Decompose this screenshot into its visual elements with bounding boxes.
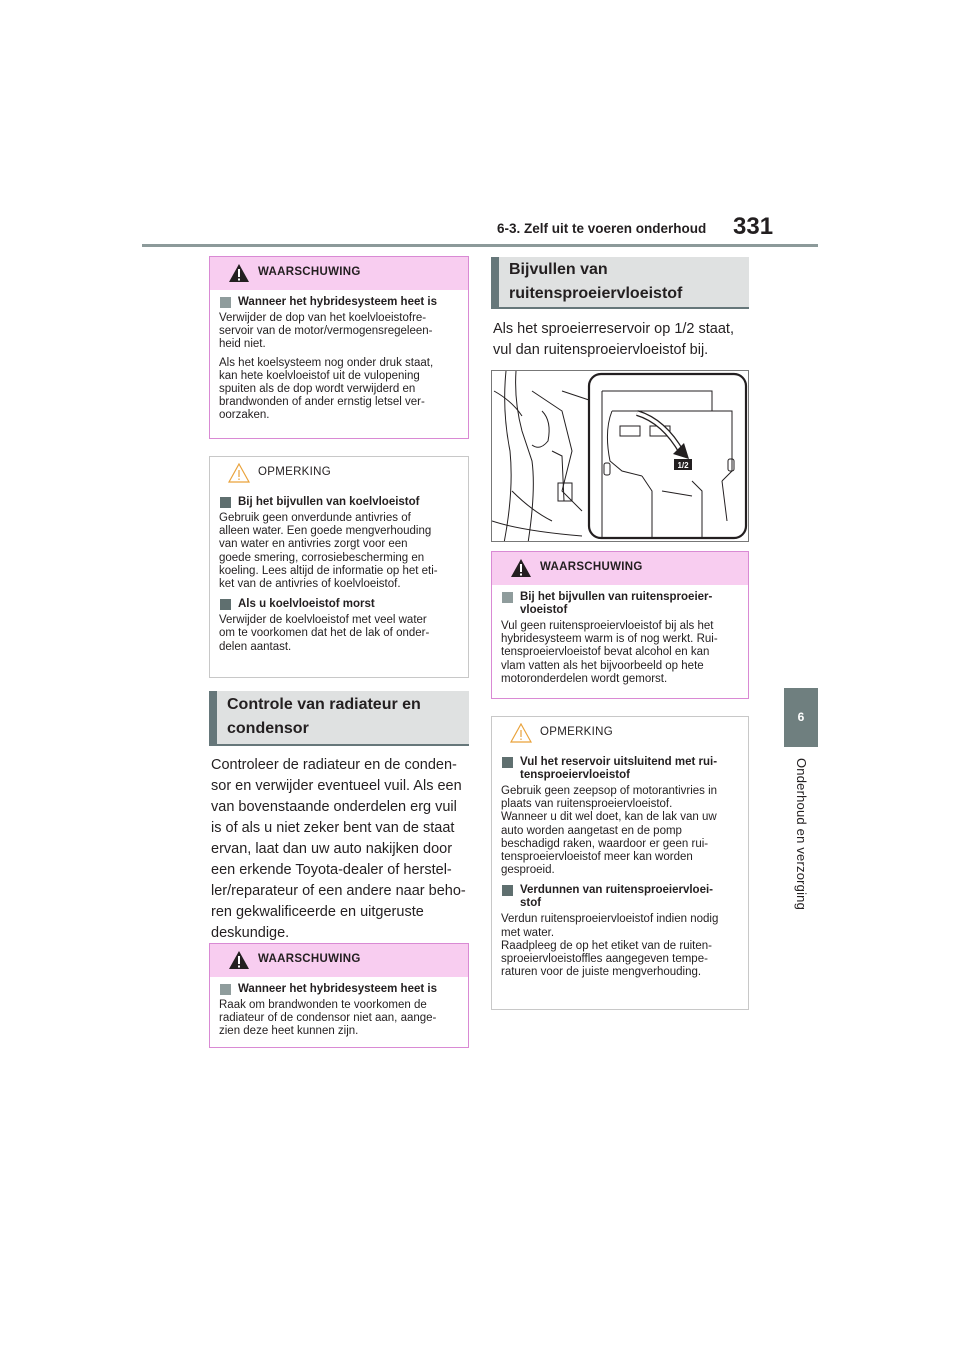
warning-label: WAARSCHUWING xyxy=(258,266,361,278)
warning-box-radiator xyxy=(209,943,469,1048)
warning-icon xyxy=(228,263,250,283)
notice-item xyxy=(210,598,468,654)
level-mark: 1/2 xyxy=(677,461,689,470)
warning-header xyxy=(492,552,748,585)
warning-item-text: Als het koelsysteem nog onder druk staat, kan hete koelvloeistof uit de vulopening spuiten als de dop wordt verwijderd en brandwonden of ander ernstig letsel ver- oorzaken. xyxy=(219,356,434,422)
notice-box-coolant xyxy=(209,456,469,678)
warning-header xyxy=(210,257,468,290)
warning-item-title: Bij het bijvullen van ruitensproeier- vloeistof xyxy=(501,591,739,617)
warning-icon xyxy=(228,950,250,970)
notice-box-washer-fluid xyxy=(491,716,749,1010)
notice-item xyxy=(492,884,748,979)
chapter-label: Onderhoud en verzorging xyxy=(794,758,809,911)
warning-item xyxy=(210,296,468,423)
notice-item xyxy=(492,756,748,877)
notice-header xyxy=(492,717,748,750)
notice-item-text: Verdun ruitensproeiervloeistof indien nodig met water. Raadpleeg de op het etiket van de ruiten- sproeiervloeistoffles aangegeven tempe- raturen voor de juiste mengverhouding. xyxy=(501,913,719,979)
notice-label: OPMERKING xyxy=(258,466,331,478)
warning-box-coolant-cap xyxy=(209,256,469,439)
notice-item-title: Bij het bijvullen van koelvloeistof xyxy=(219,496,459,509)
warning-icon xyxy=(510,558,532,578)
section-heading-radiator: Controle van radiateur en condensor xyxy=(209,691,469,746)
engine-bay-drawing xyxy=(492,371,749,542)
notice-item xyxy=(210,496,468,591)
notice-label: OPMERKING xyxy=(540,726,613,738)
washer-reservoir-illustration xyxy=(491,370,749,542)
radiator-body-text: Controleer de radiateur en de conden- sor en verwijder eventueel vuil. Als een van bovenstaande onderdelen erg vuil is of als u niet zeker bent van de staat ervan, laat dan uw auto nakijken door een erkende Toyota-dealer of herstel- ler/reparateur of een andere naar beho- ren gekwalificeerde en uitgeruste deskundige. xyxy=(211,757,466,941)
notice-item-text: Gebruik geen onverdunde antivries of alleen water. Een goede mengverhouding van water en antivries zorgt voor een goede smering, corrosiebescherming en koeling. Lees altijd de informatie op het eti- ket van de antivries of koelvloeistof. xyxy=(219,512,438,591)
chapter-tab: 6 xyxy=(784,688,818,747)
warning-header xyxy=(210,944,468,977)
header-rule xyxy=(142,244,818,247)
warning-label: WAARSCHUWING xyxy=(540,561,643,573)
notice-item-text: Gebruik geen zeepsop of motorantivries in plaats van ruitensproeiervloeistof. Wanneer u dit wel doet, kan de lak van uw auto worden aangetast en de pomp beschadigd raken, waardoor er geen rui- tensproeiervloeistof meer kan worden gesproeid. xyxy=(501,785,718,877)
section-heading-washer-fluid: Bijvullen van ruitensproeiervloeistof xyxy=(491,257,749,309)
page-number: 331 xyxy=(733,213,774,240)
washer-body-text: Als het sproeierreservoir op 1/2 staat, vul dan ruitensproeiervloeistof bij. xyxy=(493,321,734,358)
warning-item-text: Verwijder de dop van het koelvloeistofre- servoir van de motor/vermogensregeleen- heid niet. xyxy=(219,312,433,351)
warning-label: WAARSCHUWING xyxy=(258,953,361,965)
warning-item xyxy=(492,591,748,686)
warning-item-text: Vul geen ruitensproeiervloeistof bij als het hybridesysteem warm is of nog werkt. Rui- tensproeiervloeistof bevat alcohol en kan vlam vatten als het bijvoorbeeld op hete motoronderdelen wordt gemorst. xyxy=(501,620,718,685)
warning-item-text: Raak om brandwonden te voorkomen de radiateur of de condensor niet aan, aange- zien deze heet kunnen zijn. xyxy=(219,999,437,1038)
warning-item xyxy=(210,983,468,1039)
notice-item-title: Als u koelvloeistof morst xyxy=(219,598,459,611)
warning-item-title: Wanneer het hybridesysteem heet is xyxy=(219,296,459,309)
warning-item-title: Wanneer het hybridesysteem heet is xyxy=(219,983,459,996)
caution-icon xyxy=(510,723,532,743)
notice-header xyxy=(210,457,468,490)
warning-box-washer-fluid xyxy=(491,551,749,699)
notice-item-title: Vul het reservoir uitsluitend met rui- tensproeiervloeistof xyxy=(501,756,739,782)
section-title: 6-3. Zelf uit te voeren onderhoud xyxy=(497,221,707,236)
notice-item-text: Verwijder de koelvloeistof met veel water om te voorkomen dat het de lak of onder- delen aantast. xyxy=(219,614,430,653)
caution-icon xyxy=(228,463,250,483)
notice-item-title: Verdunnen van ruitensproeiervloei- stof xyxy=(501,884,739,910)
